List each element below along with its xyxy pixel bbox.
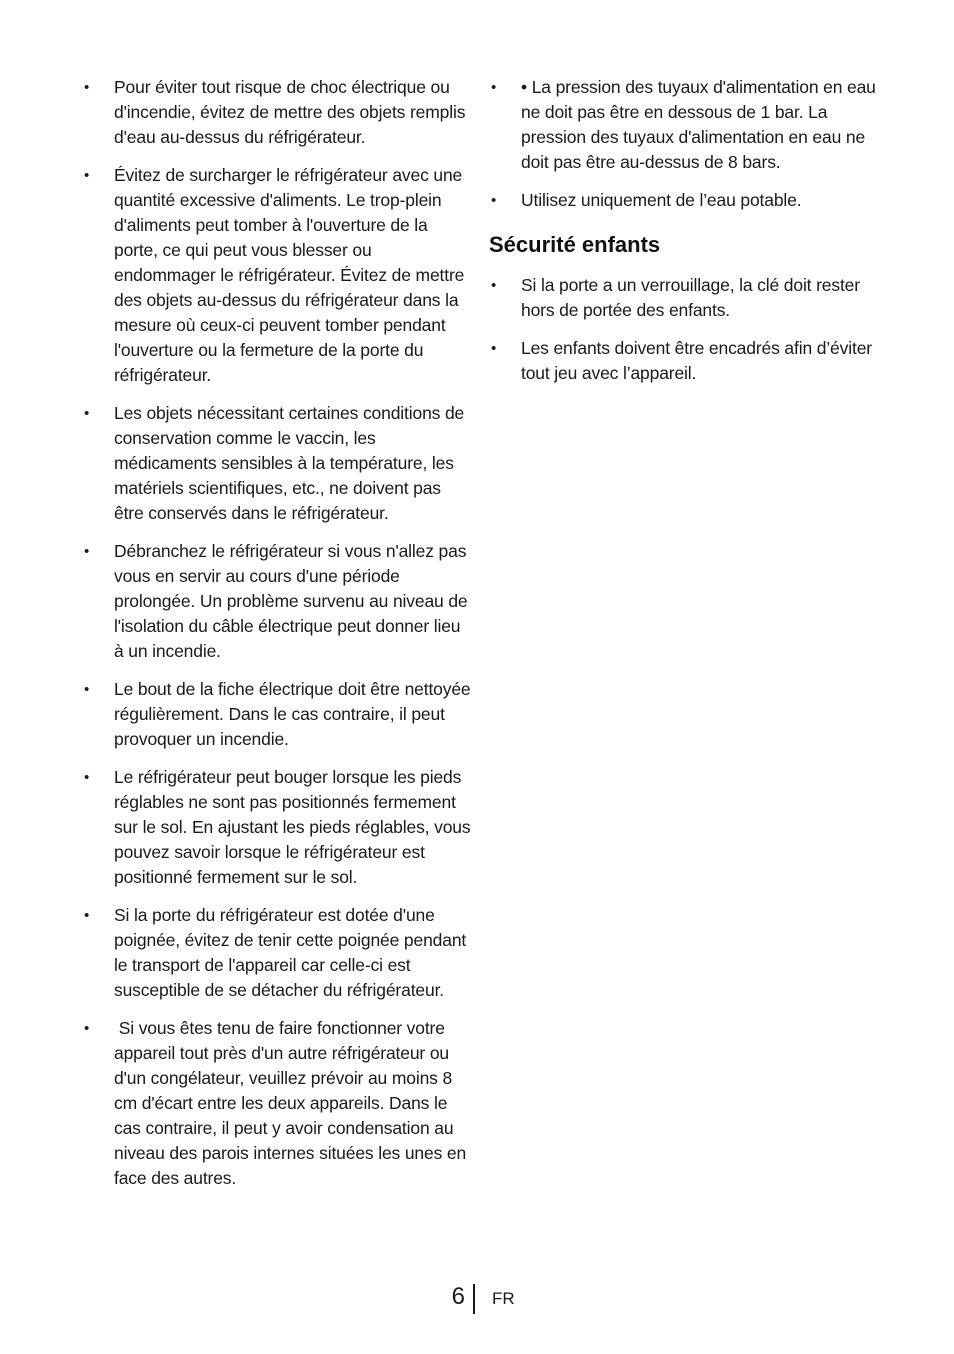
- list-item-text: Débranchez le réfrigérateur si vous n'allez pas vous en servir au cours d'une période prolongée. Un problème survenu au niveau de l'isolation du câble électrique peut donner lieu à un incendie.: [114, 541, 468, 661]
- right-column: [489, 75, 879, 399]
- bullet-point: •: [84, 405, 90, 422]
- list-item: [82, 401, 472, 526]
- list-item: [489, 188, 879, 213]
- list-item-text: Si la porte du réfrigérateur est dotée d'une poignée, évitez de tenir cette poignée pendant le transport de l'appareil car celle-ci est susceptible de se détacher du réfrigérateur.: [114, 905, 467, 1000]
- list-item: [82, 677, 472, 752]
- list-item-text: Pour éviter tout risque de choc électrique ou d'incendie, évitez de mettre des objets remplis d'eau au-dessus du réfrigérateur.: [114, 77, 466, 147]
- list-item-text: Le réfrigérateur peut bouger lorsque les pieds réglables ne sont pas positionnés fermement sur le sol. En ajustant les pieds réglables, vous pouvez savoir lorsque le réfrigérateur est positionné fermement sur le sol.: [114, 767, 471, 887]
- bullet-point: •: [84, 769, 90, 786]
- left-column: [82, 75, 472, 1204]
- list-item-text: Les objets nécessitant certaines conditions de conservation comme le vaccin, les médicaments sensibles à la température, les matériels scientifiques, etc., ne doivent pas être conservés dans le réfrigérateur.: [114, 403, 465, 523]
- list-item: [82, 903, 472, 1003]
- list-item-text: Le bout de la fiche électrique doit être nettoyée régulièrement. Dans le cas contraire, il peut provoquer un incendie.: [114, 679, 471, 749]
- list-item: [489, 273, 879, 323]
- list-item: [82, 539, 472, 664]
- list-item-text: Utilisez uniquement de l’eau potable.: [521, 190, 802, 210]
- child-safety-list: [489, 273, 879, 386]
- list-item: [489, 336, 879, 386]
- list-item: [489, 75, 879, 175]
- list-item: [82, 765, 472, 890]
- footer-divider: [473, 1284, 475, 1314]
- bullet-point: •: [84, 681, 90, 698]
- list-item: [82, 1016, 472, 1191]
- bullet-point: •: [84, 907, 90, 924]
- section-heading-child-safety: Sécurité enfants: [489, 232, 661, 257]
- bullet-point: •: [84, 543, 90, 560]
- bullet-point: •: [84, 1020, 90, 1037]
- bullet-point: •: [491, 277, 497, 294]
- page-footer: [0, 1282, 954, 1316]
- safety-list-left: [82, 75, 472, 1191]
- bullet-point: •: [84, 79, 90, 96]
- bullet-point: •: [491, 79, 497, 96]
- list-item-text: Si la porte a un verrouillage, la clé doit rester hors de portée des enfants.: [521, 275, 860, 320]
- language-code: FR: [492, 1289, 515, 1308]
- list-item-text: Évitez de surcharger le réfrigérateur avec une quantité excessive d'aliments. Le trop-plein d'aliments peut tomber à l'ouverture de la porte, ce qui peut vous blesser ou endommager le réfrigérateur. Évitez de mettre des objets au-dessus du réfrigérateur dans la mesure où ceux-ci peuvent tomber pendant l'ouverture ou la fermeture de la porte du réfrigérateur.: [114, 165, 465, 385]
- bullet-point: •: [491, 340, 497, 357]
- safety-list-right: [489, 75, 879, 213]
- bullet-point: •: [491, 192, 497, 209]
- bullet-point: •: [84, 167, 90, 184]
- list-item: [82, 163, 472, 388]
- list-item-text: Les enfants doivent être encadrés afin d’éviter tout jeu avec l’appareil.: [521, 338, 872, 383]
- list-item: [82, 75, 472, 150]
- list-item-text: • La pression des tuyaux d'alimentation en eau ne doit pas être en dessous de 1 bar. La pression des tuyaux d'alimentation en eau ne doit pas être au-dessus de 8 bars.: [521, 77, 876, 172]
- list-item-text: Si vous êtes tenu de faire fonctionner votre appareil tout près d'un autre réfrigérateur ou d'un congélateur, veuillez prévoir au moins 8 cm d'écart entre les deux appareils. Dans le cas contraire, il peut y avoir condensation au niveau des parois internes situées les unes en face des autres.: [114, 1018, 471, 1188]
- page-number: 6: [451, 1283, 465, 1310]
